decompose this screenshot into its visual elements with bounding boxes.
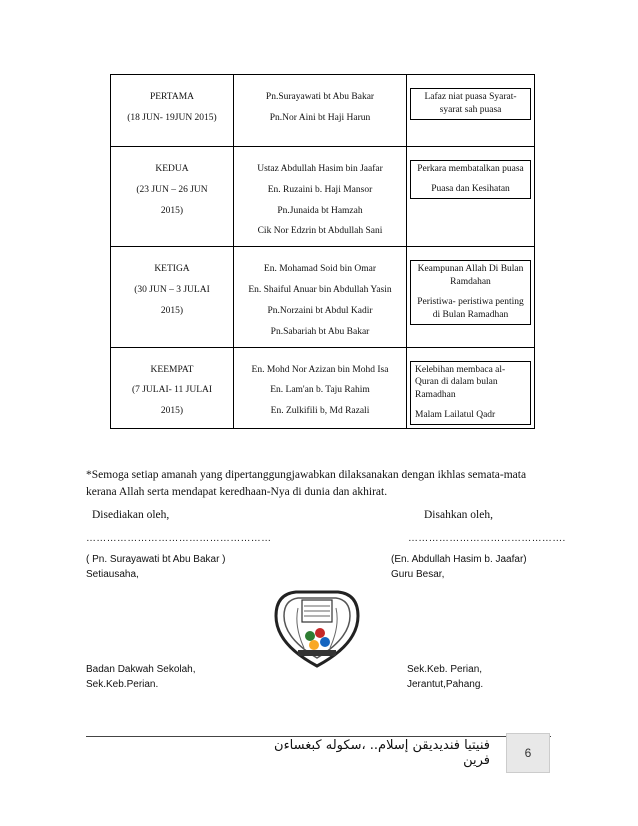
names-cell: [234, 347, 407, 428]
footer-jawi-text: فنيتيا فنديديقن إسلام.. ،سكوله كبغساءن فرين: [274, 738, 490, 768]
approver-name: (En. Abdullah Hasim b. Jaafar): [391, 554, 527, 565]
speaker-name: Pn.Norzaini bt Abdul Kadir: [267, 305, 373, 316]
approver-title: Guru Besar,: [391, 569, 445, 580]
schedule-row: [111, 75, 535, 147]
speaker-name: En. Shaiful Anuar bin Abdullah Yasin: [248, 285, 392, 296]
topic-box: [410, 361, 531, 425]
speaker-name: En. Ruzaini b. Haji Mansor: [267, 184, 373, 195]
topic-cell: [407, 75, 535, 147]
address-left-line2: Sek.Keb.Perian.: [86, 679, 159, 690]
week-cell: [111, 75, 234, 147]
week-cell: [111, 147, 234, 247]
speaker-name: En. Zulkifili b, Md Razali: [270, 406, 370, 417]
address-right-line2: Jerantut,Pahang.: [407, 679, 484, 690]
speaker-name: Pn.Junaida bt Hamzah: [277, 205, 363, 216]
preparer-title: Setiausaha,: [86, 569, 139, 580]
page-number: 6: [506, 733, 550, 773]
names-cell: [234, 247, 407, 347]
preparer-name: ( Pn. Surayawati bt Abu Bakar ): [86, 554, 226, 565]
topic-box: [410, 160, 531, 199]
speaker-name: En. Lam'an b. Taju Rahim: [270, 385, 370, 396]
week-text: (30 JUN – 3 JULAI: [134, 285, 210, 296]
week-text: (18 JUN- 19JUN 2015): [127, 112, 217, 123]
topic-box: [410, 88, 531, 120]
week-text: 2015): [160, 205, 184, 216]
schedule-table: [110, 74, 535, 429]
address-right-line1: Sek.Keb. Perian,: [407, 664, 483, 675]
topic-cell: [407, 147, 535, 247]
week-cell: [111, 247, 234, 347]
note-text: *Semoga setiap amanah yang dipertanggungjawabkan dilaksanakan dengan ikhlas semata-mata kerana Allah serta mendapat keredhaan-Nya di dunia dan akhirat.: [86, 469, 527, 498]
topic-text: Malam Lailatul Qadr: [415, 409, 496, 420]
names-cell: [234, 75, 407, 147]
prepared-by-label: Disediakan oleh,: [92, 509, 170, 521]
week-text: PERTAMA: [149, 92, 195, 102]
signature-line-left: ………………………………………………: [86, 533, 272, 544]
footer-rule: [86, 736, 551, 737]
speaker-name: Ustaz Abdullah Hasim bin Jaafar: [257, 164, 383, 174]
speaker-name: En. Mohd Nor Azizan bin Mohd Isa: [251, 364, 389, 375]
topic-text: Keampunan Allah Di Bulan Ramdahan: [417, 264, 524, 288]
speaker-name: En. Mohamad Soid bin Omar: [263, 264, 377, 275]
topic-text: Lafaz niat puasa Syarat- syarat sah puasa: [424, 92, 517, 115]
schedule-row: [111, 147, 535, 247]
schedule-row: [111, 247, 535, 347]
names-cell: [234, 147, 407, 247]
speaker-name: Pn.Nor Aini bt Haji Harun: [269, 112, 371, 123]
schedule-row: [111, 347, 535, 428]
topic-text: Peristiwa- peristiwa penting di Bulan Ramadhan: [417, 296, 524, 320]
topic-cell: [407, 347, 535, 428]
speaker-name: Pn.Sabariah bt Abu Bakar: [270, 326, 370, 337]
week-text: KETIGA: [154, 264, 190, 275]
address-left-line1: Badan Dakwah Sekolah,: [86, 664, 196, 675]
topic-text: Puasa dan Kesihatan: [431, 183, 510, 194]
topic-text: Kelebihan membaca al- Quran di dalam bulan Ramadhan: [415, 364, 506, 401]
week-text: (7 JULAI- 11 JULAI: [131, 385, 213, 396]
topic-text: Perkara membatalkan puasa: [417, 164, 524, 174]
week-cell: [111, 347, 234, 428]
week-text: KEDUA: [155, 164, 189, 174]
approved-by-label: Disahkan oleh,: [424, 509, 493, 521]
school-crest-logo: [268, 586, 366, 670]
speaker-name: Cik Nor Edzrin bt Abdullah Sani: [257, 226, 383, 237]
signature-line-right: ……………………………………….: [408, 533, 566, 544]
week-text: (23 JUN – 26 JUN: [136, 184, 208, 195]
week-text: 2015): [160, 406, 184, 417]
topic-cell: [407, 247, 535, 347]
week-text: 2015): [160, 305, 184, 316]
speaker-name: Pn.Surayawati bt Abu Bakar: [265, 92, 375, 102]
topic-box: [410, 260, 531, 324]
week-text: KEEMPAT: [150, 364, 194, 375]
